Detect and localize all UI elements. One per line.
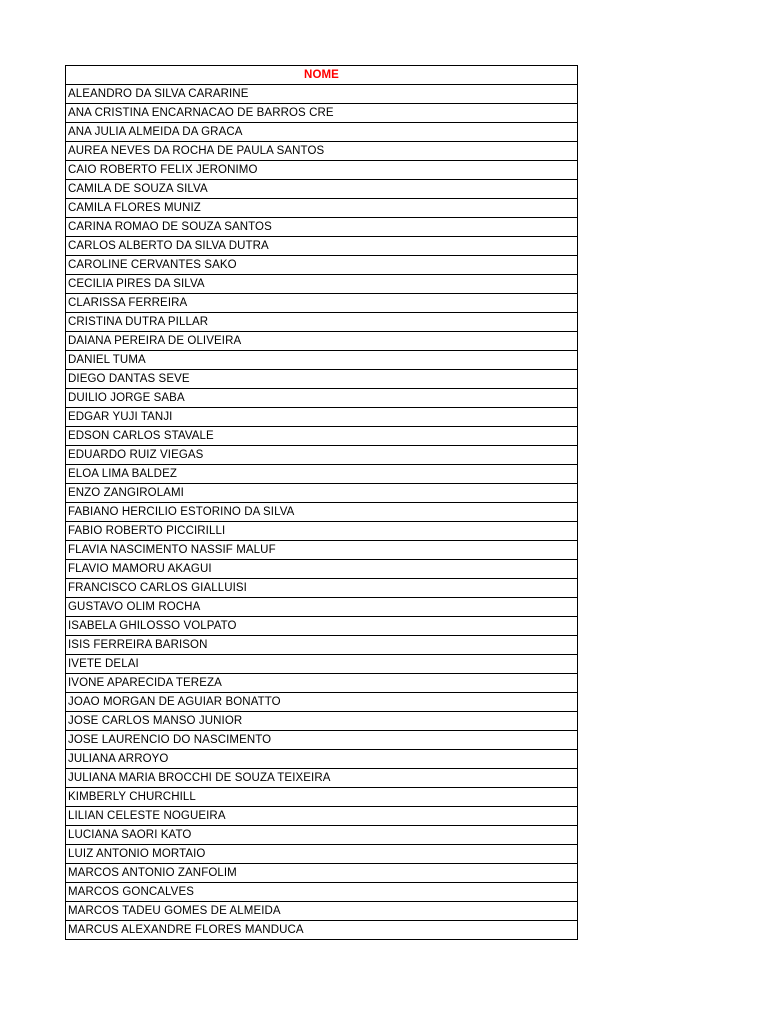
table-row: [66, 256, 578, 275]
name-cell: ENZO ZANGIROLAMI: [66, 484, 578, 503]
table-row: [66, 883, 578, 902]
table-row: [66, 389, 578, 408]
name-cell: EDUARDO RUIZ VIEGAS: [66, 446, 578, 465]
table-row: [66, 104, 578, 123]
table-row: [66, 199, 578, 218]
header-row: [66, 66, 578, 85]
table-row: [66, 731, 578, 750]
table-row: [66, 712, 578, 731]
table-row: [66, 921, 578, 940]
table-row: [66, 674, 578, 693]
name-cell: DIEGO DANTAS SEVE: [66, 370, 578, 389]
name-cell: CAMILA DE SOUZA SILVA: [66, 180, 578, 199]
table-row: [66, 142, 578, 161]
name-cell: CLARISSA FERREIRA: [66, 294, 578, 313]
table-row: [66, 864, 578, 883]
name-cell: CAIO ROBERTO FELIX JERONIMO: [66, 161, 578, 180]
name-cell: ELOA LIMA BALDEZ: [66, 465, 578, 484]
table-row: [66, 579, 578, 598]
name-cell: ANA JULIA ALMEIDA DA GRACA: [66, 123, 578, 142]
name-cell: DAIANA PEREIRA DE OLIVEIRA: [66, 332, 578, 351]
table-row: [66, 807, 578, 826]
name-cell: MARCOS GONCALVES: [66, 883, 578, 902]
table-row: [66, 503, 578, 522]
table-row: [66, 465, 578, 484]
table-head: [66, 66, 578, 85]
table-row: [66, 845, 578, 864]
table-row: [66, 427, 578, 446]
table-row: [66, 180, 578, 199]
name-cell: CRISTINA DUTRA PILLAR: [66, 313, 578, 332]
name-cell: MARCOS TADEU GOMES DE ALMEIDA: [66, 902, 578, 921]
name-cell: IVETE DELAI: [66, 655, 578, 674]
name-cell: EDSON CARLOS STAVALE: [66, 427, 578, 446]
table-row: [66, 636, 578, 655]
name-cell: LUIZ ANTONIO MORTAIO: [66, 845, 578, 864]
names-table: [65, 65, 578, 940]
table-row: [66, 161, 578, 180]
name-cell: GUSTAVO OLIM ROCHA: [66, 598, 578, 617]
name-cell: LUCIANA SAORI KATO: [66, 826, 578, 845]
table-row: [66, 218, 578, 237]
name-cell: LILIAN CELESTE NOGUEIRA: [66, 807, 578, 826]
name-cell: ANA CRISTINA ENCARNACAO DE BARROS CRE: [66, 104, 578, 123]
name-cell: EDGAR YUJI TANJI: [66, 408, 578, 427]
table-row: [66, 275, 578, 294]
table-row: [66, 598, 578, 617]
name-cell: ISABELA GHILOSSO VOLPATO: [66, 617, 578, 636]
name-cell: MARCOS ANTONIO ZANFOLIM: [66, 864, 578, 883]
table-row: [66, 522, 578, 541]
name-cell: CAROLINE CERVANTES SAKO: [66, 256, 578, 275]
name-cell: CARINA ROMAO DE SOUZA SANTOS: [66, 218, 578, 237]
name-cell: JULIANA MARIA BROCCHI DE SOUZA TEIXEIRA: [66, 769, 578, 788]
table-row: [66, 123, 578, 142]
name-cell: ISIS FERREIRA BARISON: [66, 636, 578, 655]
table-row: [66, 332, 578, 351]
table-row: [66, 902, 578, 921]
table-row: [66, 655, 578, 674]
table-row: [66, 750, 578, 769]
name-cell: FABIANO HERCILIO ESTORINO DA SILVA: [66, 503, 578, 522]
name-cell: IVONE APARECIDA TEREZA: [66, 674, 578, 693]
table-row: [66, 541, 578, 560]
table-row: [66, 408, 578, 427]
table-row: [66, 769, 578, 788]
name-cell: ALEANDRO DA SILVA CARARINE: [66, 85, 578, 104]
table-row: [66, 484, 578, 503]
table-row: [66, 370, 578, 389]
table-row: [66, 237, 578, 256]
table-row: [66, 351, 578, 370]
name-cell: MARCUS ALEXANDRE FLORES MANDUCA: [66, 921, 578, 940]
name-cell: FLAVIA NASCIMENTO NASSIF MALUF: [66, 541, 578, 560]
name-cell: FLAVIO MAMORU AKAGUI: [66, 560, 578, 579]
name-cell: DUILIO JORGE SABA: [66, 389, 578, 408]
table-row: [66, 313, 578, 332]
name-cell: JULIANA ARROYO: [66, 750, 578, 769]
table-row: [66, 560, 578, 579]
table-row: [66, 788, 578, 807]
name-cell: CECILIA PIRES DA SILVA: [66, 275, 578, 294]
name-cell: FABIO ROBERTO PICCIRILLI: [66, 522, 578, 541]
name-cell: DANIEL TUMA: [66, 351, 578, 370]
name-cell: JOSE LAURENCIO DO NASCIMENTO: [66, 731, 578, 750]
table-row: [66, 85, 578, 104]
name-cell: KIMBERLY CHURCHILL: [66, 788, 578, 807]
name-cell: FRANCISCO CARLOS GIALLUISI: [66, 579, 578, 598]
table-row: [66, 294, 578, 313]
table-row: [66, 617, 578, 636]
table-row: [66, 446, 578, 465]
name-cell: AUREA NEVES DA ROCHA DE PAULA SANTOS: [66, 142, 578, 161]
name-cell: JOAO MORGAN DE AGUIAR BONATTO: [66, 693, 578, 712]
name-cell: CARLOS ALBERTO DA SILVA DUTRA: [66, 237, 578, 256]
table-row: [66, 693, 578, 712]
table-body: [66, 85, 578, 940]
table-row: [66, 826, 578, 845]
column-header-nome: NOME: [66, 66, 578, 85]
name-cell: JOSE CARLOS MANSO JUNIOR: [66, 712, 578, 731]
name-cell: CAMILA FLORES MUNIZ: [66, 199, 578, 218]
